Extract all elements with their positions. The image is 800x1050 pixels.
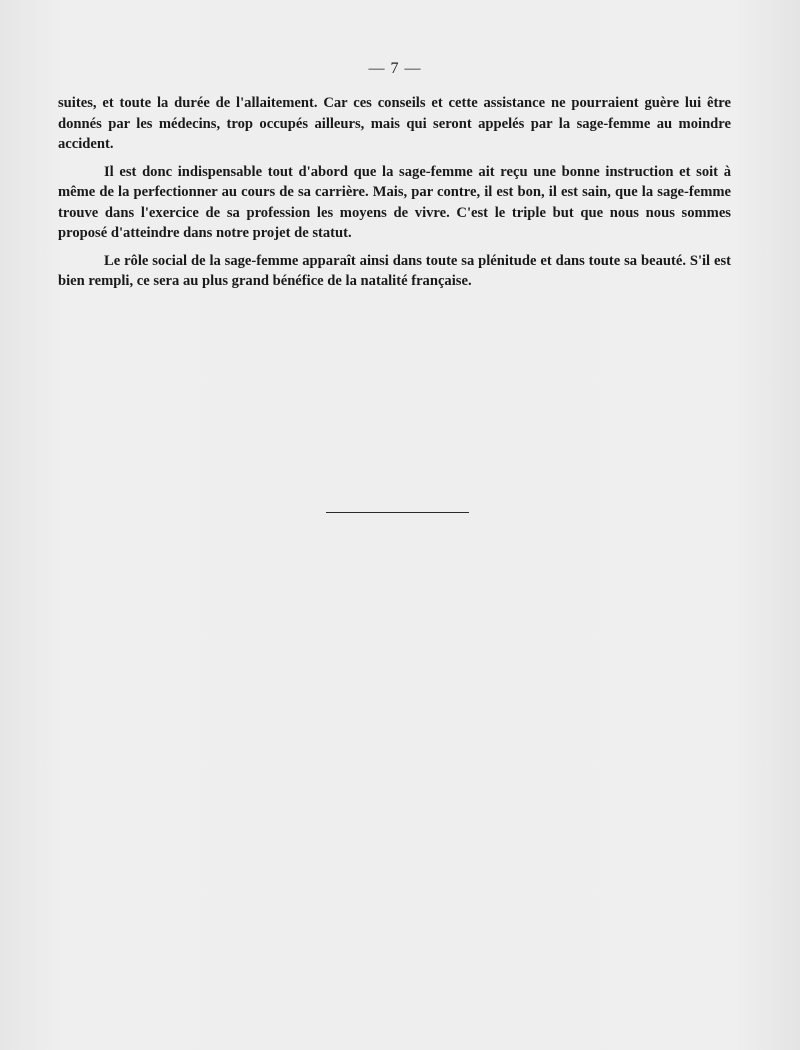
paragraph-instruction: Il est donc indispensable tout d'abord que la sage-femme ait reçu une bonne instruction et soit à même de la perfectionner au cours de sa carrière. Mais, par contre, il est bon, il est sain, que la sage-femme trouve dans l'exercice de sa profession les moyens de vivre. C'est le triple but que nous nous sommes proposé d'atteindre dans notre projet de statut.	[58, 163, 731, 241]
section-end-rule	[326, 512, 469, 513]
paragraph-continuation: suites, et toute la durée de l'allaitement. Car ces conseils et cette assistance ne pourraient guère lui être donnés par les médecins, trop occupés ailleurs, mais qui seront appelés par la sage-femme au moindre accident.	[58, 95, 731, 152]
body-text	[58, 93, 731, 299]
page-number: — 7 —	[368, 60, 422, 77]
paragraph-social-role: Le rôle social de la sage-femme apparaît ainsi dans toute sa plénitude et dans toute sa beauté. S'il est bien rempli, ce sera au plus grand bénéfice de la natalité française.	[58, 252, 731, 289]
